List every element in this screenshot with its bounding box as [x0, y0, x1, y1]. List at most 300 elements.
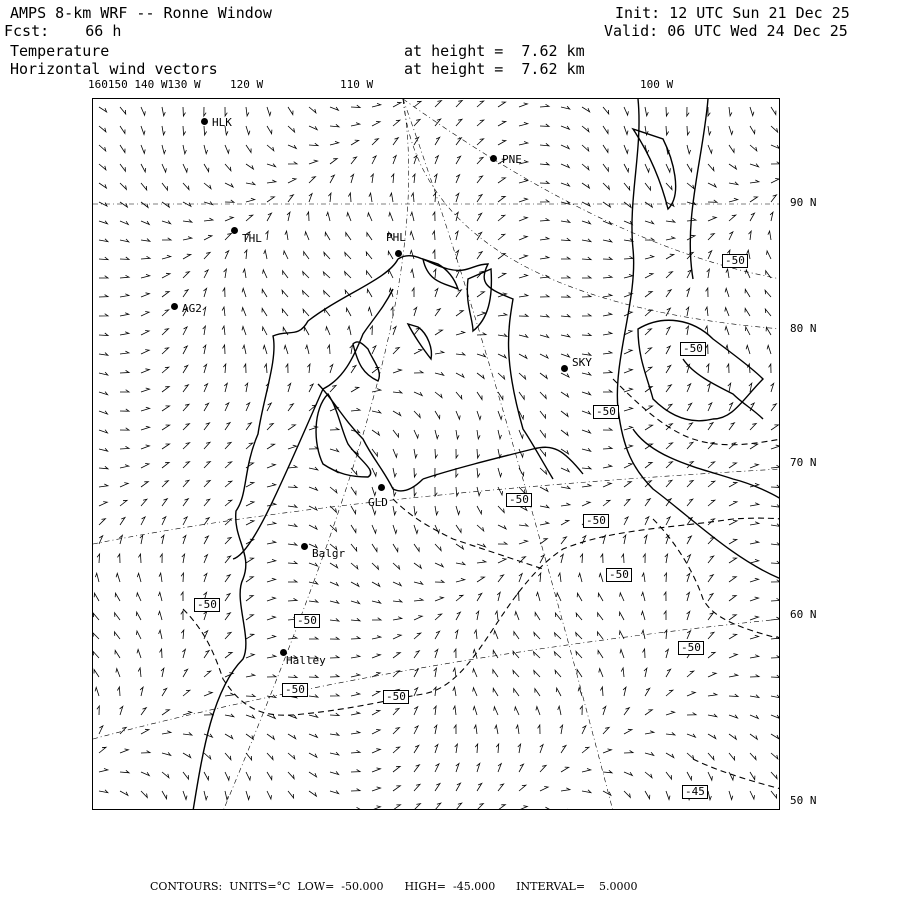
- wind-vector: [645, 752, 654, 755]
- wind-vector: [414, 101, 421, 107]
- wind-vector: [687, 270, 691, 278]
- wind-vector: [771, 505, 780, 508]
- wind-vector: [771, 445, 780, 449]
- wind-vector: [120, 446, 129, 449]
- wind-vector: [288, 425, 295, 430]
- wind-vector: [284, 345, 288, 354]
- wind-vector: [750, 791, 755, 799]
- wind-vector: [330, 582, 338, 586]
- wind-vector: [687, 164, 692, 172]
- wind-vector: [267, 126, 272, 134]
- wind-vector: [434, 174, 437, 183]
- wind-vector: [303, 291, 310, 297]
- wind-vector: [474, 725, 477, 734]
- wind-vector: [577, 670, 582, 678]
- wind-vector: [435, 137, 440, 145]
- wind-vector: [225, 753, 231, 760]
- wind-vector: [141, 293, 149, 297]
- wind-vector: [582, 183, 589, 188]
- wind-vector: [99, 333, 108, 336]
- wind-vector: [225, 734, 233, 739]
- wind-vector: [225, 200, 234, 202]
- wind-vector: [414, 328, 420, 335]
- wind-vector: [267, 734, 274, 739]
- wind-vector: [708, 200, 717, 202]
- wind-vector: [346, 233, 351, 240]
- wind-vector: [497, 592, 500, 601]
- wind-vector: [435, 597, 443, 601]
- wind-vector: [267, 145, 274, 151]
- wind-vector: [555, 613, 561, 620]
- wind-vector: [645, 310, 652, 316]
- wind-vector: [456, 311, 463, 316]
- wind-vector: [393, 805, 400, 810]
- wind-vector: [767, 345, 771, 354]
- wind-vector: [141, 202, 148, 208]
- wind-vector: [645, 348, 652, 354]
- wind-vector: [267, 597, 276, 601]
- wind-vector: [708, 126, 711, 135]
- wind-vector: [93, 651, 99, 658]
- wind-vector: [534, 632, 540, 639]
- graticule: [93, 99, 780, 810]
- wind-vector: [603, 332, 612, 335]
- wind-vector: [771, 195, 777, 202]
- wind-vector: [729, 772, 734, 780]
- wind-vector: [664, 630, 667, 639]
- wind-vector: [393, 156, 396, 164]
- wind-vector: [267, 180, 276, 183]
- wind-vector: [372, 654, 380, 658]
- wind-vector: [162, 772, 169, 778]
- wind-vector: [666, 385, 671, 392]
- wind-vector: [225, 403, 229, 411]
- wind-vector: [514, 632, 519, 639]
- wind-vector: [456, 156, 461, 164]
- wind-vector: [708, 652, 715, 658]
- wind-vector: [225, 251, 229, 259]
- wind-vector: [745, 289, 750, 297]
- wind-vector: [456, 562, 465, 565]
- wind-vector: [204, 218, 213, 221]
- wind-vector: [204, 364, 207, 373]
- wind-vector: [603, 351, 612, 354]
- wind-vector: [372, 672, 380, 677]
- wind-vector: [538, 573, 541, 582]
- wind-vector: [725, 308, 729, 316]
- wind-vector: [307, 364, 310, 373]
- wind-vector: [729, 423, 734, 430]
- wind-vector: [435, 392, 442, 398]
- wind-vector: [348, 326, 351, 335]
- wind-vector: [99, 314, 108, 316]
- wind-vector: [162, 791, 167, 799]
- wind-vector: [183, 183, 189, 190]
- wind-vector: [204, 107, 206, 116]
- wind-vector: [285, 231, 288, 240]
- wind-vector: [645, 367, 652, 373]
- wind-vector: [351, 487, 356, 495]
- wind-vector: [708, 500, 715, 506]
- wind-vector: [162, 107, 165, 116]
- wind-vector: [288, 404, 293, 411]
- station-hlk: HLK: [212, 116, 232, 129]
- wind-vector: [372, 121, 380, 126]
- wind-vector: [120, 727, 126, 734]
- wind-vector: [624, 164, 629, 172]
- wind-vector: [642, 573, 645, 582]
- wind-vector: [746, 270, 750, 278]
- wind-vector: [410, 231, 414, 240]
- wind-vector: [162, 481, 168, 487]
- wind-vector: [288, 126, 295, 132]
- wind-vector: [115, 632, 121, 639]
- wind-vector: [687, 423, 693, 430]
- wind-vector: [183, 669, 188, 677]
- wind-vector: [246, 403, 250, 411]
- station-gld: GLD: [368, 496, 388, 509]
- wind-vector: [495, 611, 498, 620]
- wind-vector: [262, 289, 267, 297]
- wind-vector: [729, 674, 738, 677]
- wind-vector: [706, 288, 708, 297]
- wind-vector: [666, 164, 670, 172]
- wind-vector: [393, 430, 399, 437]
- wind-vector: [621, 668, 624, 677]
- wind-vector: [519, 785, 526, 791]
- wind-vector: [288, 753, 295, 759]
- wind-vector: [393, 449, 397, 457]
- wind-vector: [351, 408, 360, 411]
- wind-vector: [372, 410, 381, 413]
- wind-vector: [223, 345, 226, 354]
- wind-vector: [729, 734, 736, 739]
- wind-vector: [288, 445, 297, 449]
- wind-vector: [598, 632, 604, 639]
- wind-vector: [225, 594, 230, 601]
- wind-vector: [771, 656, 780, 659]
- wind-vector: [477, 577, 485, 582]
- wind-vector: [664, 573, 666, 582]
- wind-vector: [771, 383, 774, 392]
- wind-vector: [477, 333, 486, 335]
- contour-label: -50: [294, 614, 320, 628]
- wind-vector: [729, 577, 736, 582]
- wind-vector: [367, 233, 372, 240]
- field-temperature: Temperature: [10, 42, 110, 60]
- wind-vector: [351, 174, 354, 183]
- wind-vector: [477, 252, 482, 259]
- wind-vector: [686, 592, 689, 601]
- wind-vector: [120, 409, 129, 411]
- wind-vector: [183, 145, 186, 154]
- wind-vector: [456, 612, 460, 620]
- wind-vector: [141, 239, 150, 242]
- wind-vector: [686, 307, 689, 316]
- wind-vector: [372, 103, 381, 107]
- wind-vector: [477, 101, 484, 107]
- wind-vector: [540, 295, 549, 297]
- wind-vector: [224, 383, 227, 392]
- wind-vector: [351, 366, 356, 374]
- lon-label-100w: 100 W: [640, 78, 674, 91]
- wind-vector: [687, 288, 690, 297]
- wind-vector: [535, 689, 540, 696]
- wind-vector: [372, 691, 380, 696]
- wind-vector: [540, 314, 549, 317]
- wind-vector: [246, 596, 253, 601]
- wind-vector: [93, 633, 99, 639]
- wind-vector: [456, 392, 462, 399]
- wind-vector: [498, 140, 506, 145]
- wind-vector: [519, 373, 526, 379]
- wind-vector: [687, 772, 692, 780]
- wind-vector: [498, 392, 503, 400]
- wind-vector: [141, 126, 145, 135]
- wind-vector: [372, 618, 381, 620]
- wind-vector: [303, 309, 309, 316]
- wind-vector: [288, 543, 297, 546]
- wind-vector: [561, 183, 570, 186]
- wind-vector: [645, 710, 652, 715]
- wind-vector: [603, 257, 612, 259]
- wind-vector: [351, 636, 360, 639]
- wind-vector: [729, 482, 737, 487]
- wind-vector: [141, 145, 145, 153]
- wind-vector: [561, 767, 569, 772]
- wind-vector: [498, 506, 504, 513]
- wind-vector: [624, 463, 632, 468]
- wind-vector: [750, 559, 759, 563]
- wind-vector: [330, 675, 339, 678]
- wind-vector: [498, 234, 505, 240]
- wind-vector: [729, 694, 738, 696]
- wind-vector: [412, 288, 414, 297]
- wind-vector: [729, 501, 737, 506]
- contour-info-footer: CONTOURS: UNITS=°C LOW= -50.000 HIGH= -45.000 INTERVAL= 5.0000: [150, 880, 638, 893]
- wind-vector: [414, 633, 421, 639]
- wind-vector: [624, 729, 632, 734]
- wind-vector: [540, 787, 548, 792]
- wind-vector: [99, 466, 108, 469]
- wind-vector: [707, 269, 710, 278]
- wind-vector: [708, 693, 717, 696]
- wind-vector: [708, 613, 713, 620]
- wind-vector: [204, 574, 207, 583]
- wind-vector: [603, 239, 612, 242]
- wind-vector: [288, 195, 293, 202]
- wind-vector: [686, 326, 689, 335]
- wind-vector: [158, 611, 162, 620]
- wind-vector: [330, 713, 339, 715]
- wind-vector: [477, 411, 481, 420]
- wind-vector: [769, 364, 771, 373]
- wind-vector: [603, 313, 612, 316]
- wind-vector: [624, 772, 632, 776]
- wind-vector: [771, 617, 780, 620]
- wind-vector: [244, 364, 246, 373]
- wind-vector: [393, 544, 398, 552]
- wind-vector: [263, 270, 267, 278]
- wind-vector: [183, 791, 187, 800]
- wind-vector: [519, 392, 524, 399]
- wind-vector: [330, 175, 334, 183]
- wind-vector: [645, 164, 649, 172]
- lat-label-60n: 60 N: [790, 608, 817, 621]
- wind-vector: [495, 725, 498, 734]
- wind-vector: [498, 373, 505, 379]
- wind-vector: [246, 482, 254, 487]
- wind-vector: [708, 575, 713, 582]
- wind-vector: [330, 694, 339, 696]
- wind-vector: [666, 365, 671, 373]
- wind-vector: [372, 600, 381, 603]
- wind-vector: [435, 506, 438, 515]
- wind-vector: [645, 772, 652, 778]
- wind-vector: [351, 807, 360, 810]
- wind-vector: [750, 213, 755, 221]
- wind-vector: [204, 713, 213, 715]
- wind-vector: [267, 197, 274, 202]
- wind-vector: [435, 330, 443, 335]
- wind-vector: [598, 650, 603, 658]
- wind-vector: [578, 573, 582, 582]
- wind-vector: [582, 411, 590, 414]
- wind-vector: [603, 483, 611, 487]
- wind-vector: [372, 768, 380, 772]
- wind-vector: [623, 687, 626, 696]
- wind-vector: [477, 525, 484, 531]
- wind-vector: [120, 749, 128, 753]
- wind-vector: [183, 753, 191, 758]
- wind-vector: [330, 159, 337, 164]
- wind-vector: [372, 544, 377, 552]
- wind-vector: [345, 272, 351, 278]
- wind-vector: [708, 217, 716, 221]
- wind-vector: [708, 145, 712, 153]
- wind-vector: [351, 387, 359, 392]
- wind-vector: [204, 252, 210, 259]
- wind-vector: [729, 232, 733, 240]
- wind-vector: [94, 670, 99, 678]
- wind-vector: [498, 487, 503, 495]
- wind-vector: [414, 726, 418, 734]
- wind-vector: [120, 370, 129, 373]
- wind-vector: [99, 430, 108, 433]
- wind-vector: [620, 650, 624, 659]
- height-temperature: at height = 7.62 km: [404, 42, 585, 60]
- wind-vector: [641, 592, 645, 601]
- wind-vector: [771, 734, 779, 739]
- wind-vector: [435, 803, 441, 810]
- wind-vector: [183, 346, 187, 354]
- wind-vector: [327, 345, 330, 354]
- wind-vector: [183, 480, 189, 487]
- wind-vector: [183, 237, 192, 240]
- wind-vector: [603, 749, 611, 753]
- wind-vector: [330, 449, 339, 452]
- wind-vector: [162, 238, 171, 240]
- wind-vector: [369, 193, 372, 202]
- wind-vector: [414, 616, 422, 620]
- wind-vector: [750, 635, 759, 639]
- station-ag2: AG2: [182, 302, 202, 315]
- wind-vector: [120, 518, 125, 526]
- wind-vector: [519, 540, 528, 544]
- wind-vector: [326, 327, 330, 335]
- wind-vector: [245, 383, 248, 392]
- wind-vector: [162, 406, 170, 411]
- wind-vector: [603, 183, 609, 189]
- wind-vector: [99, 164, 106, 170]
- wind-vector: [225, 164, 231, 171]
- wind-vector: [474, 630, 477, 639]
- wind-vector: [183, 536, 186, 545]
- wind-vector: [664, 592, 666, 601]
- wind-vector: [115, 613, 120, 620]
- wind-vector: [496, 744, 499, 753]
- wind-vector: [519, 122, 528, 126]
- wind-vector: [498, 354, 506, 358]
- wind-vector: [603, 428, 612, 430]
- wind-vector: [456, 449, 458, 458]
- wind-vector: [246, 772, 251, 780]
- wind-vector: [162, 444, 170, 449]
- wind-vector: [624, 407, 633, 411]
- wind-vector: [99, 392, 108, 395]
- wind-vector: [351, 506, 356, 514]
- wind-vector: [598, 613, 603, 620]
- wind-vector: [204, 611, 207, 620]
- wind-vector: [309, 675, 318, 677]
- wind-vector: [729, 198, 738, 202]
- wind-vector: [498, 121, 506, 126]
- wind-vector: [225, 217, 233, 221]
- wind-vector: [414, 669, 418, 677]
- wind-vector: [771, 561, 780, 564]
- wind-vector: [498, 559, 506, 564]
- contour-label: -50: [383, 690, 409, 704]
- wind-vector: [204, 164, 209, 172]
- wind-vector: [750, 772, 755, 780]
- wind-vector: [347, 213, 351, 221]
- wind-vector: [183, 499, 188, 506]
- wind-vector: [414, 651, 419, 658]
- wind-vector: [162, 183, 168, 190]
- contour-label: -50: [680, 342, 706, 356]
- wind-vector: [750, 655, 759, 658]
- wind-vector: [561, 164, 569, 168]
- wind-vector: [351, 750, 360, 753]
- wind-vector: [435, 745, 438, 754]
- wind-vector: [582, 333, 591, 335]
- wind-vector: [414, 707, 418, 715]
- wind-vector: [181, 611, 183, 620]
- lat-label-90n: 90 N: [790, 196, 817, 209]
- wind-vector: [455, 744, 458, 753]
- station-dot: [301, 543, 308, 550]
- wind-vector: [582, 126, 589, 132]
- wind-vector: [519, 198, 528, 202]
- wind-vector: [580, 554, 583, 563]
- wind-vector: [120, 145, 125, 153]
- wind-vector: [540, 430, 545, 437]
- wind-vector: [582, 484, 591, 487]
- wind-vector: [351, 140, 359, 145]
- wind-vector: [577, 593, 582, 601]
- wind-vector: [141, 312, 149, 317]
- wind-vector: [264, 364, 267, 373]
